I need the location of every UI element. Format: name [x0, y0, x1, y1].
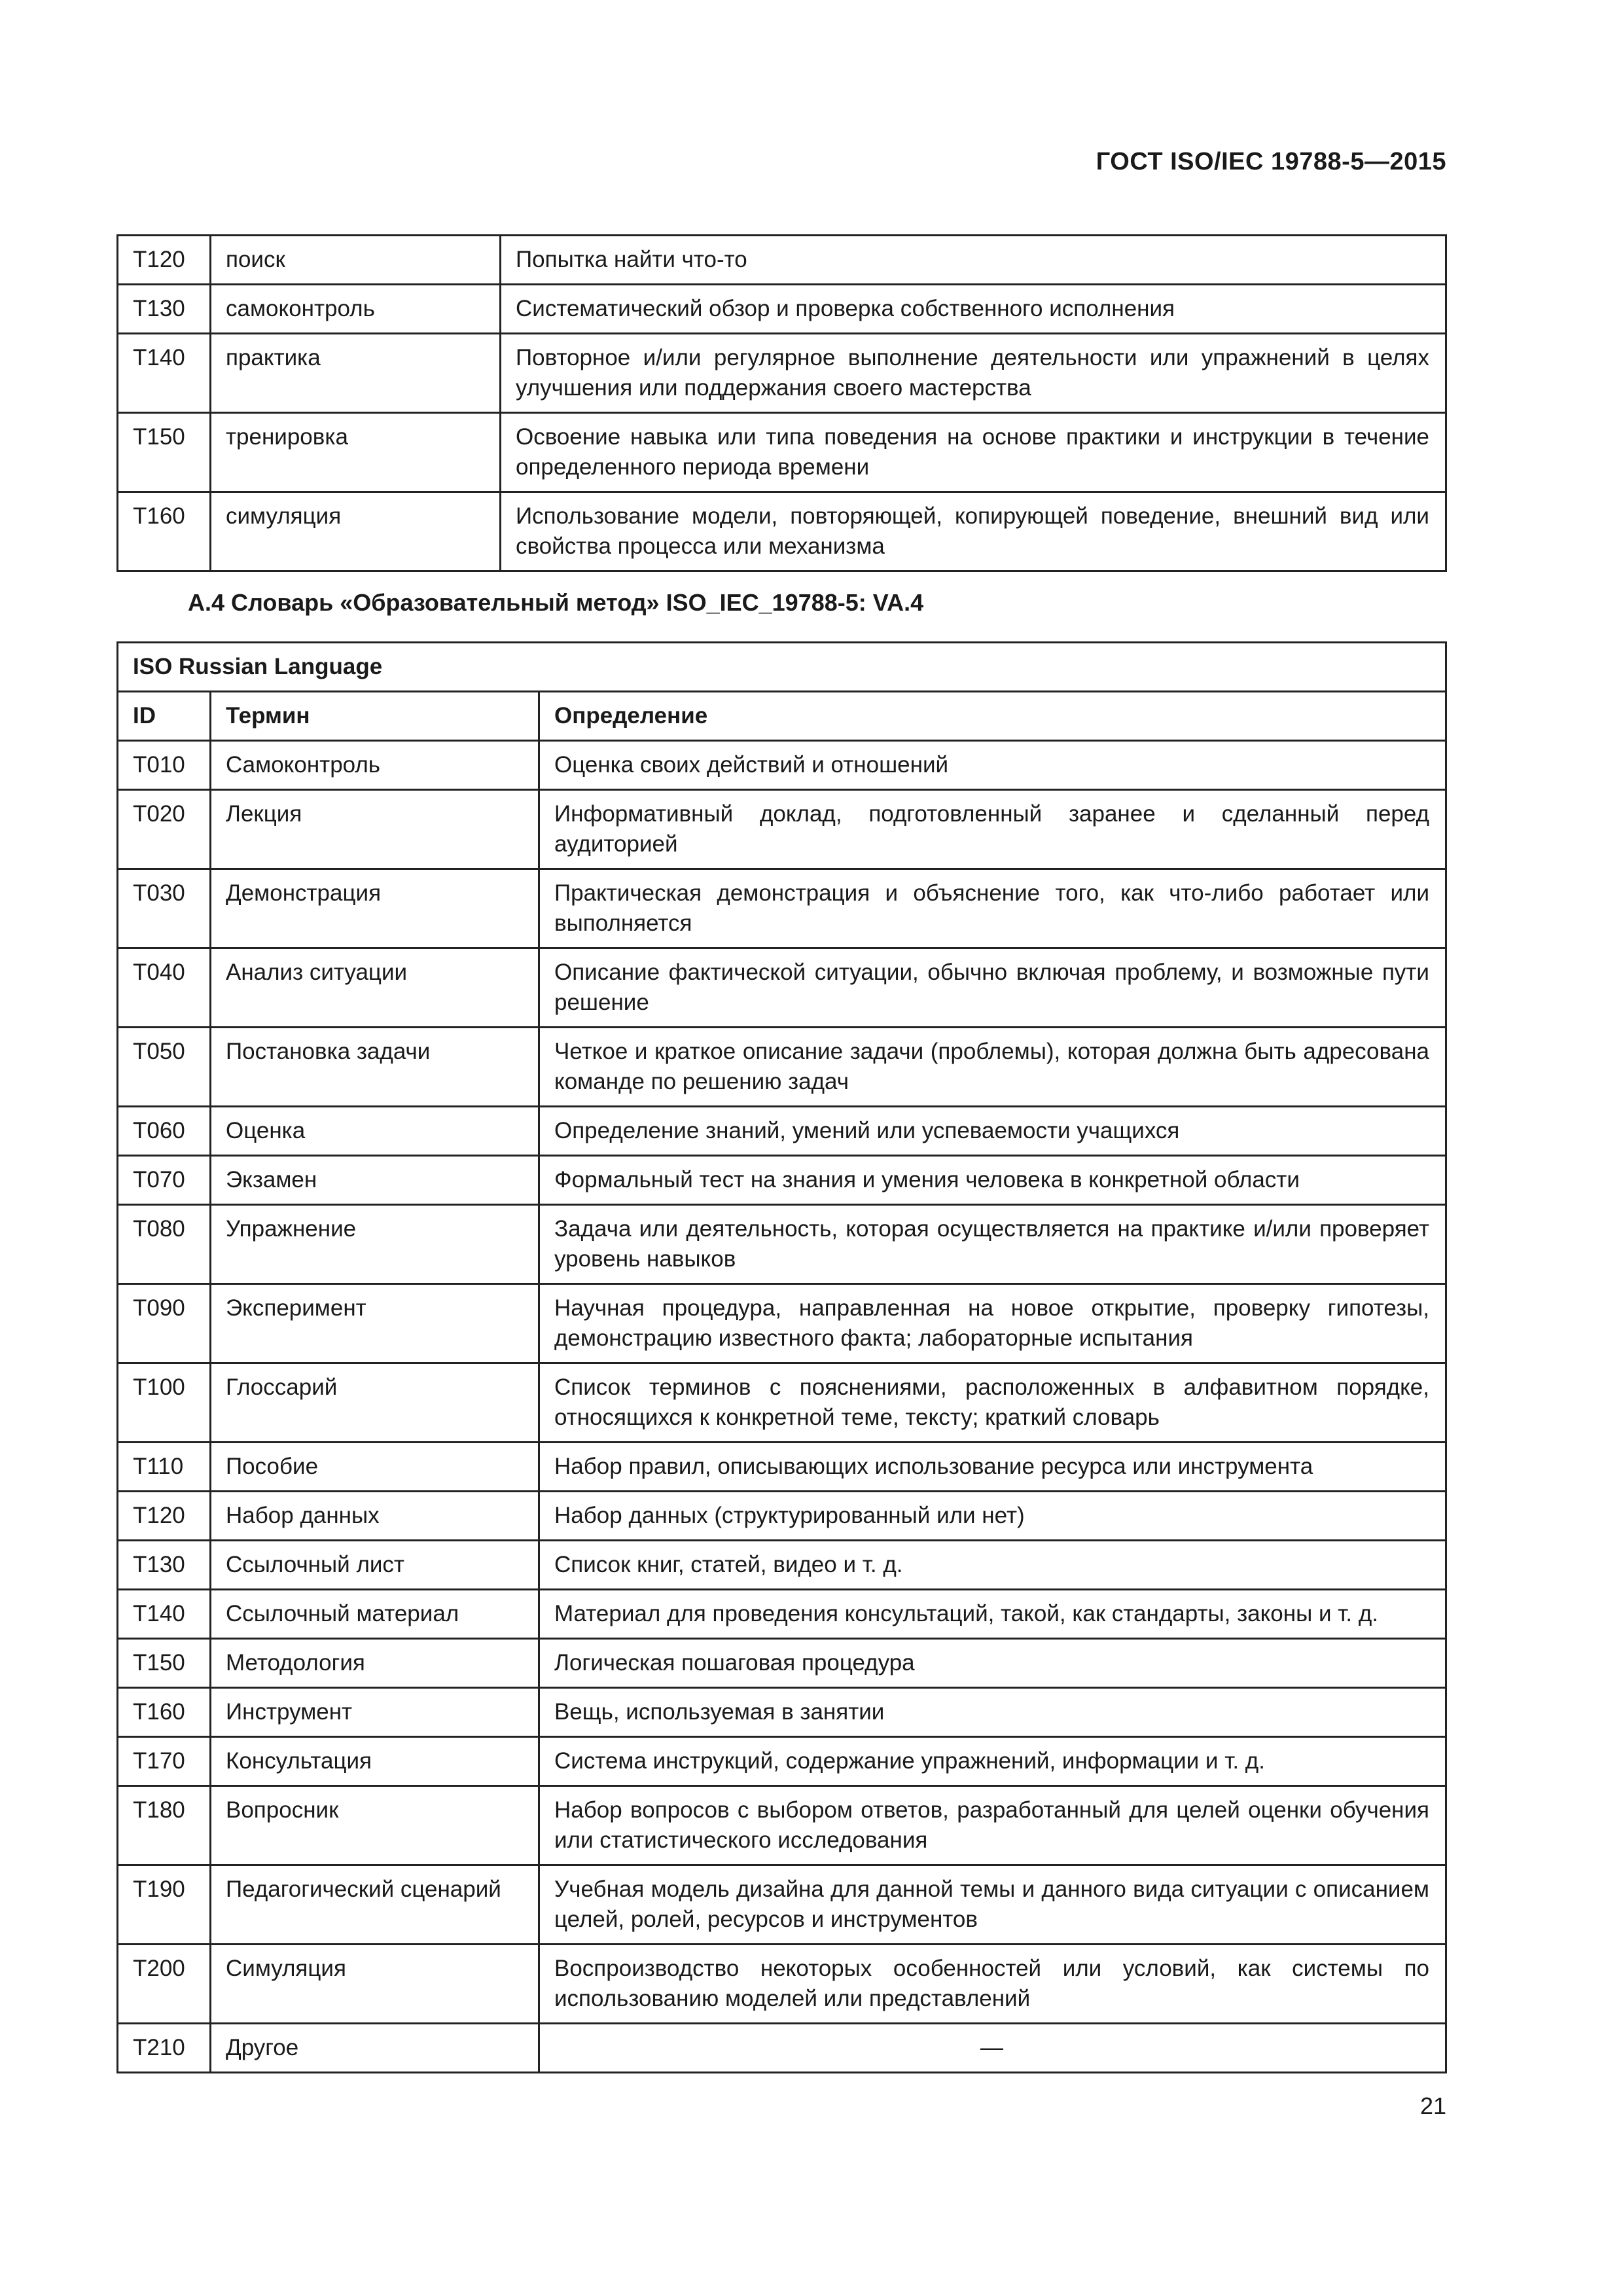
cell-id: T030 — [118, 869, 211, 948]
table-row — [118, 1590, 1446, 1639]
cell-id: T110 — [118, 1443, 211, 1492]
table-row — [118, 1492, 1446, 1541]
cell-id: T140 — [118, 334, 211, 413]
cell-term: Набор данных — [211, 1492, 539, 1541]
table-row — [118, 285, 1446, 334]
cell-term: Глоссарий — [211, 1363, 539, 1443]
cell-term: симуляция — [211, 492, 501, 571]
cell-term: Ссылочный лист — [211, 1541, 539, 1590]
cell-term: Методология — [211, 1639, 539, 1688]
cell-definition: Список терминов с пояснениями, расположенных в алфавитном порядке, относящихся к конкретной теме, тексту; краткий словарь — [539, 1363, 1446, 1443]
cell-term: Пособие — [211, 1443, 539, 1492]
cell-id: T040 — [118, 948, 211, 1028]
cell-term: самоконтроль — [211, 285, 501, 334]
cell-definition: Определение знаний, умений или успеваемости учащихся — [539, 1107, 1446, 1156]
table-row — [118, 1363, 1446, 1443]
cell-definition: Попытка найти что-то — [501, 236, 1446, 285]
cell-term: Вопросник — [211, 1786, 539, 1865]
cell-term: Постановка задачи — [211, 1028, 539, 1107]
table-row — [118, 948, 1446, 1028]
cell-id: T080 — [118, 1205, 211, 1284]
cell-definition: Материал для проведения консультаций, такой, как стандарты, законы и т. д. — [539, 1590, 1446, 1639]
cell-definition: Система инструкций, содержание упражнений, информации и т. д. — [539, 1737, 1446, 1786]
table-row — [118, 334, 1446, 413]
cell-term: практика — [211, 334, 501, 413]
cell-term: Инструмент — [211, 1688, 539, 1737]
section-title: А.4 Словарь «Образовательный метод» ISO_IEC_19788-5: VA.4 — [188, 589, 924, 616]
cell-definition: Набор вопросов с выбором ответов, разработанный для целей оценки обучения или статистического исследования — [539, 1786, 1446, 1865]
table-row — [118, 1786, 1446, 1865]
cell-id: T150 — [118, 413, 211, 492]
table-row — [118, 869, 1446, 948]
cell-term: Другое — [211, 2024, 539, 2073]
cell-id: T190 — [118, 1865, 211, 1945]
cell-definition: Научная процедура, направленная на новое открытие, проверку гипотезы, демонстрацию известного факта; лабораторные испытания — [539, 1284, 1446, 1363]
table-row — [118, 1541, 1446, 1590]
cell-id: T120 — [118, 236, 211, 285]
cell-term: Анализ ситуации — [211, 948, 539, 1028]
cell-definition: Учебная модель дизайна для данной темы и данного вида ситуации с описанием целей, ролей, ресурсов и инструментов — [539, 1865, 1446, 1945]
cell-id: T100 — [118, 1363, 211, 1443]
cell-term: Эксперимент — [211, 1284, 539, 1363]
table-caption: ISO Russian Language — [118, 643, 1446, 692]
table-row — [118, 1945, 1446, 2024]
cell-id: T090 — [118, 1284, 211, 1363]
table-caption-row — [118, 643, 1446, 692]
table-row — [118, 492, 1446, 571]
cell-id: T150 — [118, 1639, 211, 1688]
cell-definition: — — [539, 2024, 1446, 2073]
cell-id: T010 — [118, 741, 211, 790]
cell-id: T160 — [118, 492, 211, 571]
table-row — [118, 1107, 1446, 1156]
cell-term: Педагогический сценарий — [211, 1865, 539, 1945]
cell-definition: Логическая пошаговая процедура — [539, 1639, 1446, 1688]
column-header-term: Термин — [211, 692, 539, 741]
cell-id: T180 — [118, 1786, 211, 1865]
cell-definition: Список книг, статей, видео и т. д. — [539, 1541, 1446, 1590]
cell-definition: Освоение навыка или типа поведения на основе практики и инструкции в течение определенного периода времени — [501, 413, 1446, 492]
table-row — [118, 1688, 1446, 1737]
cell-definition: Набор данных (структурированный или нет) — [539, 1492, 1446, 1541]
table-row — [118, 413, 1446, 492]
cell-id: T020 — [118, 790, 211, 869]
cell-id: T070 — [118, 1156, 211, 1205]
cell-definition: Повторное и/или регулярное выполнение деятельности или упражнений в целях улучшения или поддержания своего мастерства — [501, 334, 1446, 413]
cell-term: поиск — [211, 236, 501, 285]
cell-definition: Набор правил, описывающих использование ресурса или инструмента — [539, 1443, 1446, 1492]
column-header-definition: Определение — [539, 692, 1446, 741]
table-row — [118, 236, 1446, 285]
method-vocabulary-table — [116, 641, 1447, 2073]
cell-definition: Оценка своих действий и отношений — [539, 741, 1446, 790]
cell-definition: Информативный доклад, подготовленный заранее и сделанный перед аудиторией — [539, 790, 1446, 869]
cell-id: T060 — [118, 1107, 211, 1156]
table-row — [118, 1205, 1446, 1284]
cell-id: T210 — [118, 2024, 211, 2073]
cell-term: Ссылочный материал — [211, 1590, 539, 1639]
table-row — [118, 1443, 1446, 1492]
cell-id: T120 — [118, 1492, 211, 1541]
cell-definition: Использование модели, повторяющей, копирующей поведение, внешний вид или свойства процесса или механизма — [501, 492, 1446, 571]
document-code: ГОСТ ISO/IEC 19788-5—2015 — [1096, 148, 1446, 175]
cell-definition: Практическая демонстрация и объяснение того, как что-либо работает или выполняется — [539, 869, 1446, 948]
cell-term: Симуляция — [211, 1945, 539, 2024]
cell-id: T160 — [118, 1688, 211, 1737]
table-row — [118, 1284, 1446, 1363]
cell-id: T050 — [118, 1028, 211, 1107]
table-row — [118, 790, 1446, 869]
cell-term: Демонстрация — [211, 869, 539, 948]
cell-id: T130 — [118, 285, 211, 334]
cell-definition: Описание фактической ситуации, обычно включая проблему, и возможные пути решение — [539, 948, 1446, 1028]
cell-definition: Задача или деятельность, которая осуществляется на практике и/или проверяет уровень навыков — [539, 1205, 1446, 1284]
cell-term: Самоконтроль — [211, 741, 539, 790]
cell-definition: Формальный тест на знания и умения человека в конкретной области — [539, 1156, 1446, 1205]
cell-id: T130 — [118, 1541, 211, 1590]
page-number: 21 — [1419, 2092, 1446, 2119]
cell-term: Оценка — [211, 1107, 539, 1156]
cell-id: T200 — [118, 1945, 211, 2024]
column-header-id: ID — [118, 692, 211, 741]
table-row — [118, 1737, 1446, 1786]
terms-table-continued — [116, 234, 1447, 572]
table-header-row — [118, 692, 1446, 741]
cell-term: Экзамен — [211, 1156, 539, 1205]
cell-definition: Систематический обзор и проверка собственного исполнения — [501, 285, 1446, 334]
table-row — [118, 1639, 1446, 1688]
table-row — [118, 1028, 1446, 1107]
cell-term: тренировка — [211, 413, 501, 492]
cell-id: T170 — [118, 1737, 211, 1786]
table-row — [118, 741, 1446, 790]
cell-id: T140 — [118, 1590, 211, 1639]
table-row — [118, 2024, 1446, 2073]
table-row — [118, 1156, 1446, 1205]
table-row — [118, 1865, 1446, 1945]
cell-term: Консультация — [211, 1737, 539, 1786]
cell-definition: Вещь, используемая в занятии — [539, 1688, 1446, 1737]
cell-definition: Четкое и краткое описание задачи (проблемы), которая должна быть адресована команде по решению задач — [539, 1028, 1446, 1107]
cell-definition: Воспроизводство некоторых особенностей или условий, как системы по использованию моделей или представлений — [539, 1945, 1446, 2024]
cell-term: Упражнение — [211, 1205, 539, 1284]
cell-term: Лекция — [211, 790, 539, 869]
